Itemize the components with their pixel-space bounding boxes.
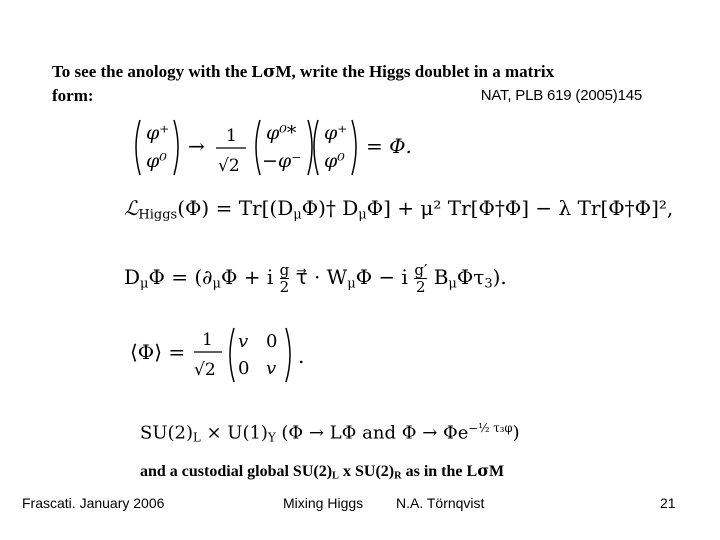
svg-text:φ⁰: φ⁰ [146,150,167,172]
equation-matrix-form [130,115,430,180]
svg-text:φ⁰*: φ⁰* [266,122,297,144]
svg-text:= Φ.: = Φ. [366,134,412,158]
svg-text:−φ⁻: −φ⁻ [262,150,302,172]
sigma-symbol: σ [262,62,276,82]
svg-text:1: 1 [226,126,237,146]
svg-text:√2: √2 [194,360,216,380]
custodial-symmetry-text: and a custodial global $SU(2)_L$ x $SU(2)_R$ as in the LσM [140,461,505,482]
footer-author: N.A. Törnqvist [396,495,485,511]
svg-text:φ⁰: φ⁰ [324,150,345,172]
svg-text:φ⁺: φ⁺ [324,122,348,144]
intro-line-1: To see the anology with the LσM, write the Higgs doublet in a matrix [52,62,555,82]
svg-text:.: . [298,344,305,368]
page-number: 21 [660,495,676,511]
footer-title: Mixing Higgs [283,495,364,511]
svg-text:φ⁺: φ⁺ [146,122,170,144]
svg-text:0: 0 [266,331,278,352]
intro-text [52,60,642,108]
svg-text:v: v [238,331,249,352]
equation-lagrangian: ℒ$_{Higgs}$(Φ) = $Tr[(D_\mu\Phi)\dagger$ $D_\mu\Phi] + \mu^2$ Tr[Φ†Φ] − λ Tr[Φ†Φ]², [124,196,674,223]
arrow: → [188,134,205,158]
reference: NAT, PLB 619 (2005)145 [480,87,642,104]
equation-covariant-derivative: $D_\mu\Phi = (\partial_\mu\Phi + i$ $\frac{g}{2}$ τ⃗ · $W_\mu\Phi - i$ $\frac{g'}{2}$ $B_\mu\Phi\tau_3$). [124,261,507,296]
svg-text:v: v [266,358,277,379]
sigma-symbol: σ [477,461,489,480]
equation-symmetry: $SU(2)_L \times U(1)_Y$ (Φ → LΦ and $\Phi \to \Phi e^{-\frac{1}{2} \tau_3\varphi}$) [140,421,520,445]
intro-line-2: form: [52,86,94,105]
equation-vev [130,325,330,385]
footer-date: Frascati. January 2006 [22,495,165,511]
svg-text:1: 1 [202,330,213,350]
svg-text:0: 0 [238,358,250,379]
svg-text:√2: √2 [218,156,240,176]
svg-text:⟨Φ⟩ =: ⟨Φ⟩ = [130,340,186,364]
